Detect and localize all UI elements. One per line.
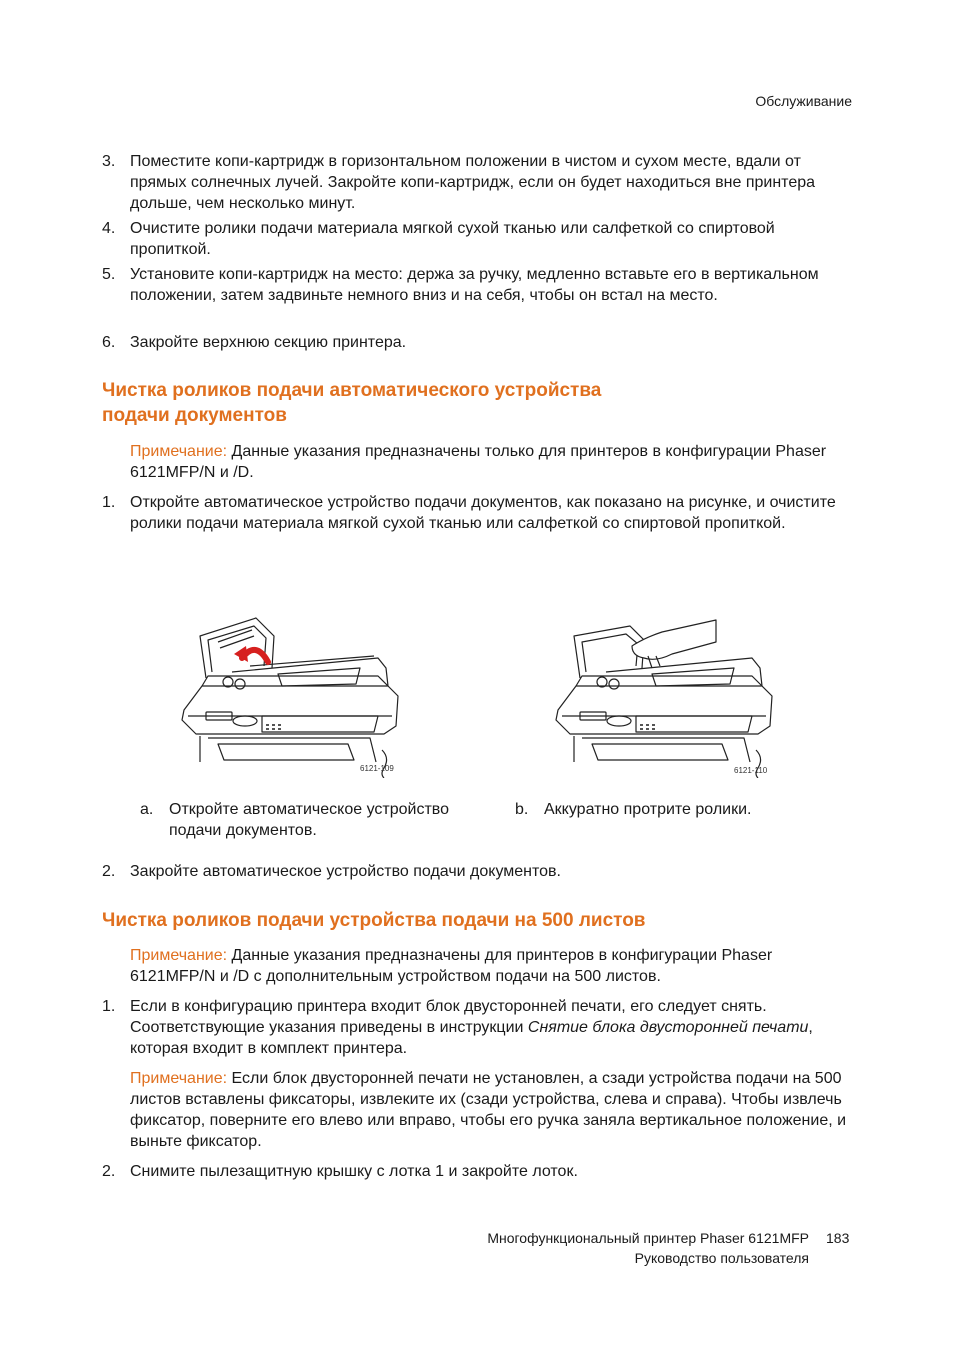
note-label: Примечание: xyxy=(130,443,228,460)
step-number: 5. xyxy=(102,266,116,283)
list-item xyxy=(102,996,854,1059)
footer-guide: Руководство пользователя xyxy=(634,1250,809,1266)
section-heading-adf xyxy=(102,378,601,428)
running-header: Обслуживание xyxy=(755,93,852,109)
step-number: 4. xyxy=(102,220,116,237)
step-number: 2. xyxy=(102,1163,116,1180)
caption-letter: a. xyxy=(140,801,154,818)
step-number: 3. xyxy=(102,153,116,170)
step-text-part: , которая входит в комплект принтера. xyxy=(130,1019,813,1057)
list-item xyxy=(102,332,854,353)
note-500-feeder xyxy=(130,945,854,987)
list-item xyxy=(102,151,854,214)
note-text: Если блок двусторонней печати не установлен, а сзади устройства подачи на 500 листов вставлены фиксаторы, извлеките их (сзади устройства, слева и справа). Чтобы извлечь фиксатор, поверните его влево или вправо, чтобы его ручка заняла вертикальное положение, и выньте фиксатор. xyxy=(130,1070,847,1150)
step-text xyxy=(130,996,854,1059)
caption-text: Аккуратно протрите ролики. xyxy=(544,801,752,818)
list-item xyxy=(102,1161,854,1182)
page-number: 183 xyxy=(826,1230,850,1246)
step-text: Поместите копи-картридж в горизонтальном положении в чистом и сухом месте, вдали от прямых солнечных лучей. Закройте копи-картридж, если он будет находиться вне принтера дольше, чем несколько минут. xyxy=(130,153,816,212)
step-text-part: Если в конфигурацию принтера входит блок двусторонней печати, его следует снять. Соответствующие указания приведены в инструкции xyxy=(130,998,767,1036)
step-text: Установите копи-картридж на место: держа за ручку, медленно вставьте его в вертикальном положении, затем задвиньте немного вниз и на себя, чтобы он встал на место. xyxy=(130,266,819,304)
list-item xyxy=(102,492,854,534)
footer-product: Многофункциональный принтер Phaser 6121MFP xyxy=(487,1230,809,1246)
doc-title-link: Снятие блока двусторонней печати xyxy=(527,1019,809,1036)
step-text: Закройте автоматическое устройство подачи документов. xyxy=(130,863,561,880)
note-text: Данные указания предназначены для принтеров в конфигурации Phaser 6121MFP/N и /D с дополнительным устройством подачи на 500 листов. xyxy=(130,947,773,985)
section-heading-500-feeder: Чистка роликов подачи устройства подачи на 500 листов xyxy=(102,910,646,931)
list-item xyxy=(102,264,854,306)
figure-code: 6121-109 xyxy=(360,764,394,773)
step-number: 6. xyxy=(102,334,116,351)
step-text: Очистите ролики подачи материала мягкой сухой тканью или салфеткой со спиртовой пропиткой. xyxy=(130,220,775,258)
step-number: 1. xyxy=(102,998,116,1015)
figure-clean-rollers xyxy=(552,612,776,778)
step-text: Снимите пылезащитную крышку с лотка 1 и закройте лоток. xyxy=(130,1163,578,1180)
step-number: 2. xyxy=(102,863,116,880)
note-adf xyxy=(130,441,854,483)
printer-clean-rollers-illustration xyxy=(552,612,776,778)
heading-line-2: подачи документов xyxy=(102,405,287,426)
step-number: 1. xyxy=(102,494,116,511)
figure-caption-a xyxy=(140,799,470,841)
note-fixators xyxy=(130,1068,854,1152)
caption-text: Откройте автоматическое устройство подачи документов. xyxy=(169,801,449,839)
list-item xyxy=(102,861,854,882)
note-text: Данные указания предназначены только для принтеров в конфигурации Phaser 6121MFP/N и /D. xyxy=(130,443,827,481)
note-label: Примечание: xyxy=(130,947,228,964)
figure-code: 6121-110 xyxy=(734,766,768,775)
caption-letter: b. xyxy=(515,801,529,818)
figure-adf-open xyxy=(178,612,402,778)
note-label: Примечание: xyxy=(130,1070,228,1087)
printer-adf-open-illustration xyxy=(178,612,402,778)
figure-caption-b xyxy=(515,799,815,820)
step-text: Закройте верхнюю секцию принтера. xyxy=(130,334,407,351)
step-text: Откройте автоматическое устройство подачи документов, как показано на рисунке, и очистите ролики подачи материала мягкой сухой тканью или салфеткой со спиртовой пропиткой. xyxy=(130,494,836,532)
heading-line-1: Чистка роликов подачи автоматического устройства xyxy=(102,380,602,401)
list-item xyxy=(102,218,854,260)
